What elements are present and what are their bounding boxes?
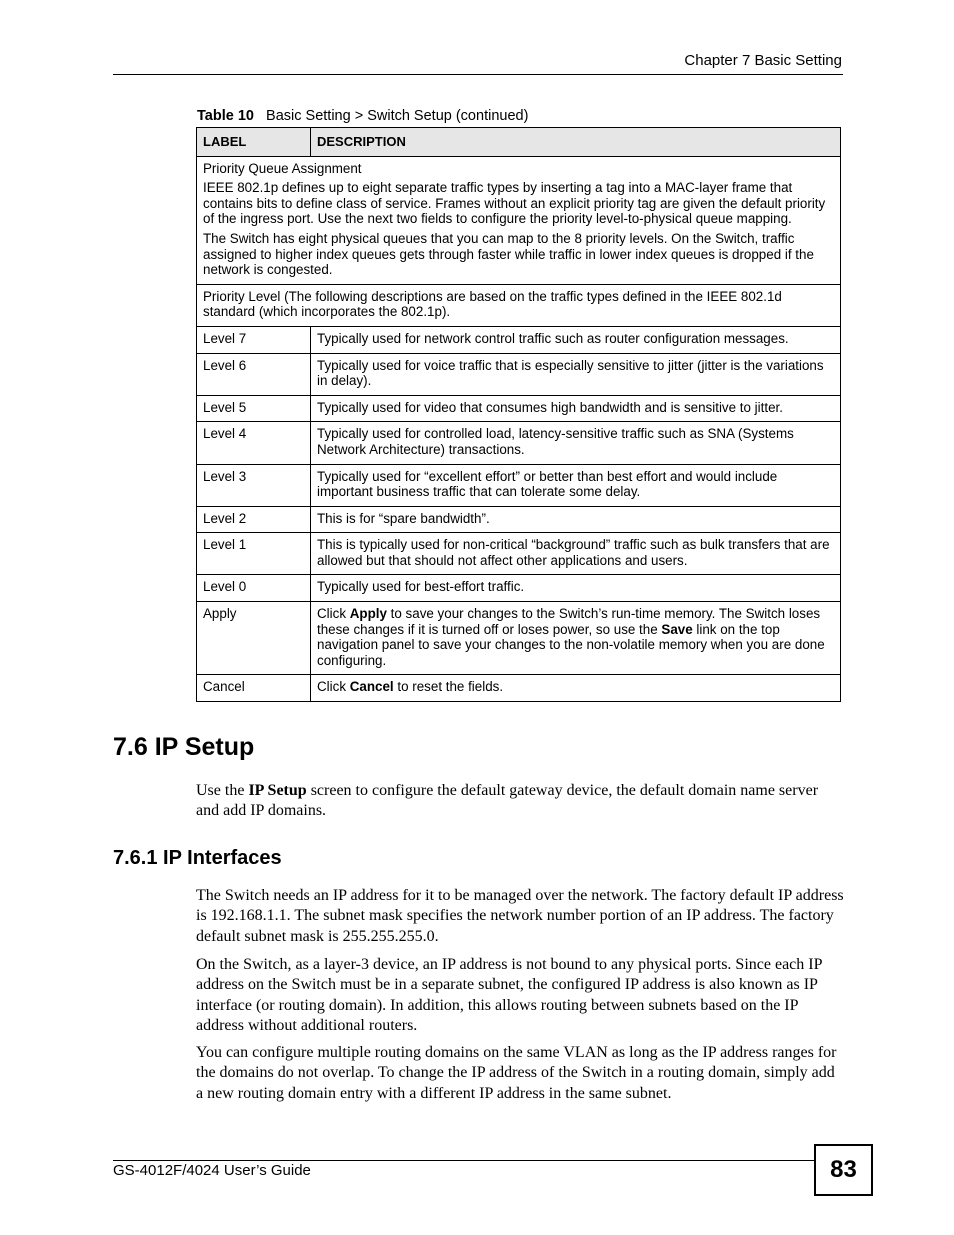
row-description: This is typically used for non-critical “background” traffic such as bulk transfers that are allowed but that should not affect other applications and users. <box>311 533 841 575</box>
apply-desc-pre: Click <box>317 606 350 622</box>
settings-table <box>196 127 841 702</box>
row-label: Level 0 <box>197 575 311 602</box>
row-label: Level 4 <box>197 422 311 464</box>
row-label: Level 7 <box>197 326 311 353</box>
running-header: Chapter 7 Basic Setting <box>684 52 842 69</box>
table-row-priority-queue <box>197 156 841 284</box>
subsection-heading: 7.6.1 IP Interfaces <box>113 847 282 869</box>
table-row <box>197 464 841 506</box>
table-row <box>197 575 841 602</box>
row-description: Typically used for network control traffic such as router configuration messages. <box>311 326 841 353</box>
table-row-apply <box>197 602 841 675</box>
row-label: Level 3 <box>197 464 311 506</box>
table-row <box>197 395 841 422</box>
apply-desc-bold-apply: Apply <box>349 606 387 622</box>
cancel-desc-bold: Cancel <box>349 679 394 695</box>
row-description: Typically used for controlled load, latency-sensitive traffic such as SNA (Systems Network Architecture) transactions. <box>311 422 841 464</box>
row-description: This is for “spare bandwidth”. <box>311 506 841 533</box>
apply-desc-bold-save: Save <box>661 621 693 637</box>
cancel-label: Cancel <box>197 675 311 702</box>
row-description: Typically used for voice traffic that is especially sensitive to jitter (jitter is the variations in delay). <box>311 353 841 395</box>
body-paragraph-3: You can configure multiple routing domains on the same VLAN as long as the IP address ranges for the domains do not overlap. To change the IP address of the Switch in a routing domain, simply add a new routing domain entry with a different IP address in the same subnet. <box>196 1044 837 1102</box>
table-row-cancel <box>197 675 841 702</box>
table-row <box>197 326 841 353</box>
cancel-desc-post: to reset the fields. <box>393 679 504 695</box>
footer-guide-title: GS-4012F/4024 User’s Guide <box>113 1162 311 1179</box>
table-title: Basic Setting > Switch Setup (continued) <box>266 108 529 124</box>
header-label: LABEL <box>197 128 311 157</box>
apply-desc-mid: to save your changes to the Switch’s run-time memory. The Switch loses these changes if it is turned off or loses power, so use the <box>317 606 821 637</box>
section-intro <box>196 781 844 822</box>
page-number: 83 <box>814 1144 873 1196</box>
row-label: Level 5 <box>197 395 311 422</box>
apply-label: Apply <box>197 602 311 675</box>
priority-queue-para2: The Switch has eight physical queues that you can map to the 8 priority levels. On the Switch, traffic assigned to higher index queues gets through faster while traffic in lower index queues is dropped if the network is congested. <box>203 230 814 278</box>
priority-queue-cell <box>197 156 841 284</box>
row-label: Level 1 <box>197 533 311 575</box>
apply-description <box>311 602 841 675</box>
row-label: Level 6 <box>197 353 311 395</box>
row-label: Level 2 <box>197 506 311 533</box>
table-row-priority-level <box>197 284 841 326</box>
table-header-row <box>197 128 841 157</box>
apply-desc-post: link on the top navigation panel to save your changes to the non-volatile memory when you are done configuring. <box>317 621 825 668</box>
priority-queue-para1: IEEE 802.1p defines up to eight separate traffic types by inserting a tag into a MAC-layer frame that contains bits to define class of service. Frames without an explicit priority tag are given the default priority of the ingress port. Use the next two fields to configure the priority level-to-physical queue mapping. <box>203 180 826 227</box>
section-heading: 7.6 IP Setup <box>113 733 255 761</box>
table-row <box>197 422 841 464</box>
intro-pre: Use the <box>196 782 249 799</box>
footer-rule <box>113 1160 815 1161</box>
header-description: DESCRIPTION <box>311 128 841 157</box>
table-row <box>197 353 841 395</box>
row-description: Typically used for “excellent effort” or better than best effort and would include important business traffic that can tolerate some delay. <box>311 464 841 506</box>
cancel-description <box>311 675 841 702</box>
table-number: Table 10 <box>197 108 254 124</box>
row-description: Typically used for video that consumes high bandwidth and is sensitive to jitter. <box>311 395 841 422</box>
table-row <box>197 506 841 533</box>
priority-queue-title: Priority Queue Assignment <box>203 160 362 176</box>
body-paragraph-1: The Switch needs an IP address for it to be managed over the network. The factory default IP address is 192.168.1.1. The subnet mask specifies the network number portion of an IP address. The factory default subnet mask is 255.255.255.0. <box>196 887 844 945</box>
header-rule <box>113 74 843 75</box>
intro-post: screen to configure the default gateway device, the default domain name server and add IP domains. <box>196 782 819 820</box>
cancel-desc-pre: Click <box>317 679 350 695</box>
body-paragraph-2: On the Switch, as a layer-3 device, an IP address is not bound to any physical ports. Since each IP address on the Switch must be in a separate subnet, the configured IP address is also known as IP interface (or routing domain). In addition, this allows routing between subnets based on the IP address without additional routers. <box>196 956 822 1035</box>
row-description: Typically used for best-effort traffic. <box>311 575 841 602</box>
table-caption <box>197 108 528 124</box>
table-row <box>197 533 841 575</box>
intro-bold: IP Setup <box>248 782 307 799</box>
priority-level-cell: Priority Level (The following descriptions are based on the traffic types defined in the IEEE 802.1d standard (which incorporates the 802.1p). <box>197 284 841 326</box>
